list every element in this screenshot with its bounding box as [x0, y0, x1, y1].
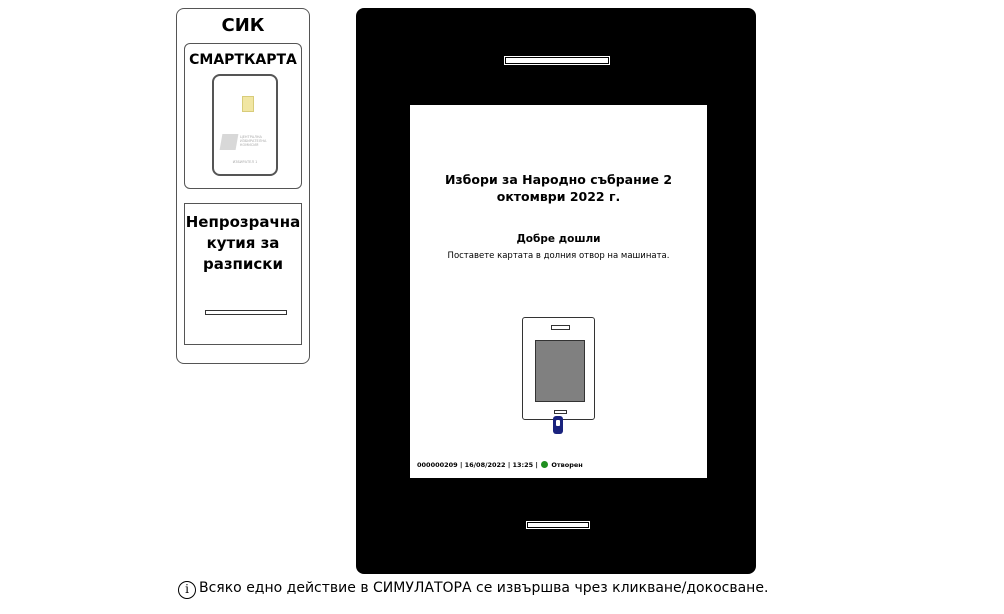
info-icon: i — [178, 581, 196, 599]
election-title: Избори за Народно събрание 2 октомври 2022 г. — [444, 172, 673, 204]
smartcard-label: СМАРТКАРТА — [189, 52, 297, 68]
sik-panel — [176, 8, 310, 364]
illustration-top-slot — [551, 325, 570, 330]
card-chip-icon — [242, 96, 254, 112]
voting-machine — [356, 8, 756, 574]
receipt-slot — [205, 310, 287, 315]
machine-screen[interactable] — [410, 105, 707, 478]
illustration-card-slot — [554, 410, 567, 414]
info-text: Всяко едно действие в СИМУЛАТОРА се извършва чрез кликване/докосване. — [199, 580, 769, 596]
illustration-screen — [535, 340, 585, 402]
card-issuer-text: ЦЕНТРАЛНА ИЗБИРАТЕЛНА КОМИСИЯ — [240, 135, 267, 147]
machine-card-slot[interactable] — [527, 522, 589, 528]
smartcard[interactable] — [212, 74, 278, 176]
machine-illustration — [522, 317, 595, 420]
receipt-box-label: Непрозрачна кутия за разписки — [185, 213, 301, 273]
card-insert-icon — [553, 416, 563, 434]
instruction-text: Поставете картата в долния отвор на машината. — [447, 251, 670, 261]
welcome-heading: Добре дошли — [516, 233, 601, 245]
card-footer-text: ИЗБИРАТЕЛ 1 — [232, 160, 258, 164]
status-state: Отворен — [551, 461, 583, 469]
machine-top-slot — [505, 57, 609, 64]
status-time: 13:25 — [512, 461, 534, 469]
machine-id: 000000209 — [417, 461, 458, 469]
status-dot-icon — [541, 461, 548, 468]
receipt-box[interactable] — [184, 203, 302, 345]
cik-logo-icon — [220, 134, 239, 150]
info-footer — [178, 577, 768, 599]
sik-title: СИК — [221, 15, 265, 36]
status-date: 16/08/2022 — [464, 461, 506, 469]
status-bar: 000000209 | 16/08/2022 | 13:25 | Отворен — [417, 461, 583, 469]
smartcard-box[interactable] — [184, 43, 302, 189]
